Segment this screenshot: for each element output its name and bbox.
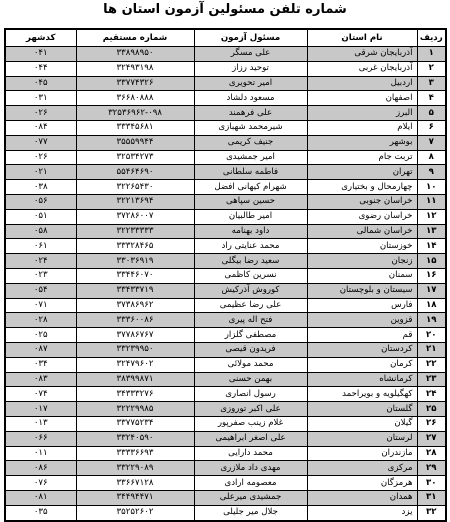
row-index: ۱۶ <box>417 268 446 283</box>
row-index: ۲۳ <box>417 372 446 387</box>
row-province: کهگیلویه و بویراحمد <box>307 387 417 402</box>
row-index: ۴ <box>417 91 446 106</box>
row-responsible: مهدی داد ملازری <box>194 461 307 476</box>
row-index: ۳۰ <box>417 476 446 491</box>
row-code: ۰۲۸ <box>5 313 76 328</box>
row-responsible: فاطمه سلطانی <box>194 165 307 180</box>
row-responsible: محمد عنایتی راد <box>194 239 307 254</box>
row-code: ۰۲۳ <box>5 268 76 283</box>
row-responsible: مصطفی گلزار <box>194 328 307 343</box>
row-province: هرمزگان <box>307 476 417 491</box>
row-province: بوشهر <box>307 135 417 150</box>
row-phone: ۳۳۳۲۸۴۶۵ <box>76 239 194 254</box>
row-province: ایلام <box>307 120 417 135</box>
row-province: اصفهان <box>307 91 417 106</box>
row-code: ۰۴۴ <box>5 61 76 76</box>
row-code: ۰۸۶ <box>5 461 76 476</box>
row-province: کردستان <box>307 342 417 357</box>
table-row <box>5 490 446 505</box>
row-code: ۰۱۱ <box>5 446 76 461</box>
table-row <box>5 387 446 402</box>
row-phone: ۳۳۳۴۵۶۸۱ <box>76 120 194 135</box>
row-index: ۸ <box>417 150 446 165</box>
row-code: ۰۸۳ <box>5 372 76 387</box>
row-responsible: فتح اله پیری <box>194 313 307 328</box>
row-index: ۵ <box>417 106 446 121</box>
header-index: ردیف <box>417 29 446 47</box>
row-code: ۰۱۷ <box>5 402 76 417</box>
table-row <box>5 165 446 180</box>
row-index: ۱۳ <box>417 224 446 239</box>
row-phone: ۳۳۸۹۸۹۵۰ <box>76 47 194 62</box>
row-responsible: حسین سپاهی <box>194 194 307 209</box>
table-row <box>5 76 446 91</box>
row-responsible: جلال میر جلیلی <box>194 505 307 520</box>
table-row <box>5 446 446 461</box>
row-responsible: محمد مولائی <box>194 357 307 372</box>
header-code: کدشهر <box>5 29 76 47</box>
row-phone: ۳۳۲۲۹۰۸۹ <box>76 461 194 476</box>
row-province: یزد <box>307 505 417 520</box>
row-index: ۲۵ <box>417 402 446 417</box>
row-responsible: علی فرهمند <box>194 106 307 121</box>
row-responsible: داود بهنامه <box>194 224 307 239</box>
row-phone: ۳۲۲۶۵۴۳۰ <box>76 180 194 195</box>
table-row <box>5 180 446 195</box>
row-index: ۷ <box>417 135 446 150</box>
row-province: خراسان رضوی <box>307 209 417 224</box>
table-body <box>5 47 446 521</box>
row-phone: ۳۲۵۳۶۹۶۲-۰۹۸ <box>76 106 194 121</box>
row-phone: ۳۲۵۳۴۲۷۳ <box>76 150 194 165</box>
row-code: ۰۲۶ <box>5 150 76 165</box>
row-responsible: فریدون قیصی <box>194 342 307 357</box>
row-index: ۱۰ <box>417 180 446 195</box>
row-code: ۰۷۱ <box>5 298 76 313</box>
row-code: ۰۲۴ <box>5 254 76 269</box>
row-province: کرمانشاه <box>307 372 417 387</box>
row-responsible: علی رضا عظیمی <box>194 298 307 313</box>
header-province: نام استان <box>307 29 417 47</box>
row-phone: ۳۷۷۸۶۷۶۷ <box>76 328 194 343</box>
row-index: ۳۱ <box>417 490 446 505</box>
row-code: ۰۵۸ <box>5 224 76 239</box>
row-province: همدان <box>307 490 417 505</box>
row-phone: ۳۸۳۹۹۸۷۱ <box>76 372 194 387</box>
row-responsible: علی مسگر <box>194 47 307 62</box>
row-responsible: محمد دارایی <box>194 446 307 461</box>
row-phone: ۳۴۳۳۳۲۷۶ <box>76 387 194 402</box>
row-index: ۱۷ <box>417 283 446 298</box>
table-row <box>5 91 446 106</box>
row-index: ۲۶ <box>417 416 446 431</box>
header-responsible: مسئول آزمون <box>194 29 307 47</box>
phone-table-container <box>4 28 445 522</box>
row-index: ۹ <box>417 165 446 180</box>
row-responsible: غلام زینب صفرپور <box>194 416 307 431</box>
row-phone: ۳۳۶۶۷۱۲۸ <box>76 476 194 491</box>
row-index: ۲۱ <box>417 342 446 357</box>
row-phone: ۳۳۰۳۶۹۱۹ <box>76 254 194 269</box>
row-phone: ۳۳۴۴۶۰۷۰ <box>76 268 194 283</box>
row-province: کرمان <box>307 357 417 372</box>
row-responsible: علی اصغر ابراهیمی <box>194 431 307 446</box>
row-province: قم <box>307 328 417 343</box>
row-responsible: معصومه ارادی <box>194 476 307 491</box>
row-index: ۲ <box>417 61 446 76</box>
table-row <box>5 194 446 209</box>
table-row <box>5 61 446 76</box>
row-responsible: امیر طالبیان <box>194 209 307 224</box>
row-province: چهارمحال و بختیاری <box>307 180 417 195</box>
row-index: ۱۲ <box>417 209 446 224</box>
row-code: ۰۸۷ <box>5 342 76 357</box>
table-row <box>5 476 446 491</box>
row-phone: ۳۵۲۵۲۶۰۲ <box>76 505 194 520</box>
row-phone: ۳۶۶۸۰۸۸۸ <box>76 91 194 106</box>
row-responsible: کوروش آذرکیش <box>194 283 307 298</box>
row-code: ۰۵۱ <box>5 209 76 224</box>
row-index: ۲۹ <box>417 461 446 476</box>
row-code: ۰۷۴ <box>5 387 76 402</box>
row-province: خوزستان <box>307 239 417 254</box>
row-responsible: رسول انصاری <box>194 387 307 402</box>
table-row <box>5 505 446 520</box>
row-province: گیلان <box>307 416 417 431</box>
row-index: ۱۱ <box>417 194 446 209</box>
row-responsible: بهمن حسنی <box>194 372 307 387</box>
row-province: البرز <box>307 106 417 121</box>
row-code: ۰۴۱ <box>5 47 76 62</box>
table-header-row <box>5 29 446 47</box>
row-province: آذربایجان غربی <box>307 61 417 76</box>
row-index: ۲۰ <box>417 328 446 343</box>
row-code: ۰۳۸ <box>5 180 76 195</box>
row-province: لرستان <box>307 431 417 446</box>
row-index: ۱۹ <box>417 313 446 328</box>
row-responsible: جنیف کریمی <box>194 135 307 150</box>
row-phone: ۳۷۲۸۶۰۰۷ <box>76 209 194 224</box>
row-index: ۱۸ <box>417 298 446 313</box>
row-responsible: نسرین کاظمی <box>194 268 307 283</box>
table-row <box>5 342 446 357</box>
header-phone: شماره مستقیم <box>76 29 194 47</box>
row-phone: ۳۳۳۳۶۶۹۳ <box>76 446 194 461</box>
table-row <box>5 209 446 224</box>
row-code: ۰۲۶ <box>5 106 76 121</box>
table-row <box>5 402 446 417</box>
row-province: سیستان و بلوچستان <box>307 283 417 298</box>
row-province: خراسان شمالی <box>307 224 417 239</box>
row-index: ۲۲ <box>417 357 446 372</box>
row-responsible: شهرام کیهانی افضل <box>194 180 307 195</box>
row-province: تربت جام <box>307 150 417 165</box>
row-code: ۰۵۶ <box>5 194 76 209</box>
table-row <box>5 431 446 446</box>
row-index: ۱ <box>417 47 446 62</box>
row-responsible: امیر جمشیدی <box>194 150 307 165</box>
row-phone: ۳۳۷۷۴۳۲۶ <box>76 76 194 91</box>
row-responsible: مسعود دلشاد <box>194 91 307 106</box>
row-responsible: سعید رضا بیگلی <box>194 254 307 269</box>
table-row <box>5 224 446 239</box>
row-code: ۰۸۴ <box>5 120 76 135</box>
row-province: آذربایجان شرقی <box>307 47 417 62</box>
row-province: سمنان <box>307 268 417 283</box>
row-phone: ۳۳۲۳۹۹۵۰ <box>76 342 194 357</box>
row-phone: ۳۲۴۷۹۶۰۲ <box>76 357 194 372</box>
row-responsible: توحید رزاز <box>194 61 307 76</box>
row-index: ۲۴ <box>417 387 446 402</box>
row-code: ۰۸۱ <box>5 490 76 505</box>
row-code: ۰۲۱ <box>5 165 76 180</box>
row-phone: ۳۲۲۳۳۳۳۳ <box>76 224 194 239</box>
table-row <box>5 416 446 431</box>
row-index: ۱۵ <box>417 254 446 269</box>
row-phone: ۳۳۴۳۳۷۱۹ <box>76 283 194 298</box>
table-row <box>5 150 446 165</box>
row-index: ۲۷ <box>417 431 446 446</box>
table-row <box>5 47 446 62</box>
row-code: ۰۶۱ <box>5 239 76 254</box>
row-code: ۰۴۵ <box>5 76 76 91</box>
table-row <box>5 372 446 387</box>
row-phone: ۳۳۲۴۰۵۹۰ <box>76 431 194 446</box>
row-responsible: شیرمحمد شهبازی <box>194 120 307 135</box>
table-row <box>5 328 446 343</box>
row-phone: ۳۲۲۱۳۶۹۴ <box>76 194 194 209</box>
row-responsible: علی اکبر توروزی <box>194 402 307 417</box>
table-row <box>5 106 446 121</box>
row-province: مرکزی <box>307 461 417 476</box>
row-province: خراسان جنوبی <box>307 194 417 209</box>
table-row <box>5 254 446 269</box>
row-responsible: امیر تحویری <box>194 76 307 91</box>
table-row <box>5 239 446 254</box>
row-province: قزوین <box>307 313 417 328</box>
row-phone: ۳۲۴۹۳۱۹۸ <box>76 61 194 76</box>
row-phone: ۳۲۲۲۹۹۸۵ <box>76 402 194 417</box>
row-index: ۶ <box>417 120 446 135</box>
row-province: فارس <box>307 298 417 313</box>
table-row <box>5 313 446 328</box>
table-row <box>5 298 446 313</box>
row-code: ۰۳۱ <box>5 91 76 106</box>
row-code: ۰۵۴ <box>5 283 76 298</box>
row-code: ۰۶۶ <box>5 431 76 446</box>
row-phone: ۵۵۴۶۴۶۹۰ <box>76 165 194 180</box>
row-province: گلستان <box>307 402 417 417</box>
table-row <box>5 461 446 476</box>
row-responsible: جمشیدی میرعلی <box>194 490 307 505</box>
row-phone: ۳۳۷۷۵۲۳۴ <box>76 416 194 431</box>
row-code: ۰۳۵ <box>5 505 76 520</box>
row-phone: ۳۷۳۸۶۹۶۲ <box>76 298 194 313</box>
row-index: ۱۴ <box>417 239 446 254</box>
row-province: تهران <box>307 165 417 180</box>
table-row <box>5 283 446 298</box>
row-code: ۰۷۷ <box>5 135 76 150</box>
table-row <box>5 357 446 372</box>
table-row <box>5 268 446 283</box>
row-province: زنجان <box>307 254 417 269</box>
table-row <box>5 135 446 150</box>
phone-table <box>4 28 447 522</box>
row-phone: ۳۴۴۹۴۴۷۱ <box>76 490 194 505</box>
row-code: ۰۳۴ <box>5 357 76 372</box>
row-phone: ۳۳۳۶۰۰۸۶ <box>76 313 194 328</box>
row-province: اردبیل <box>307 76 417 91</box>
row-phone: ۳۵۵۵۹۹۴۴ <box>76 135 194 150</box>
page-title: شماره تلفن مسئولین آزمون استان ها <box>103 2 347 17</box>
row-index: ۳۲ <box>417 505 446 520</box>
row-code: ۰۷۶ <box>5 476 76 491</box>
row-index: ۳ <box>417 76 446 91</box>
row-code: ۰۲۵ <box>5 328 76 343</box>
row-province: مازندران <box>307 446 417 461</box>
row-code: ۰۱۳ <box>5 416 76 431</box>
table-row <box>5 120 446 135</box>
row-index: ۲۸ <box>417 446 446 461</box>
